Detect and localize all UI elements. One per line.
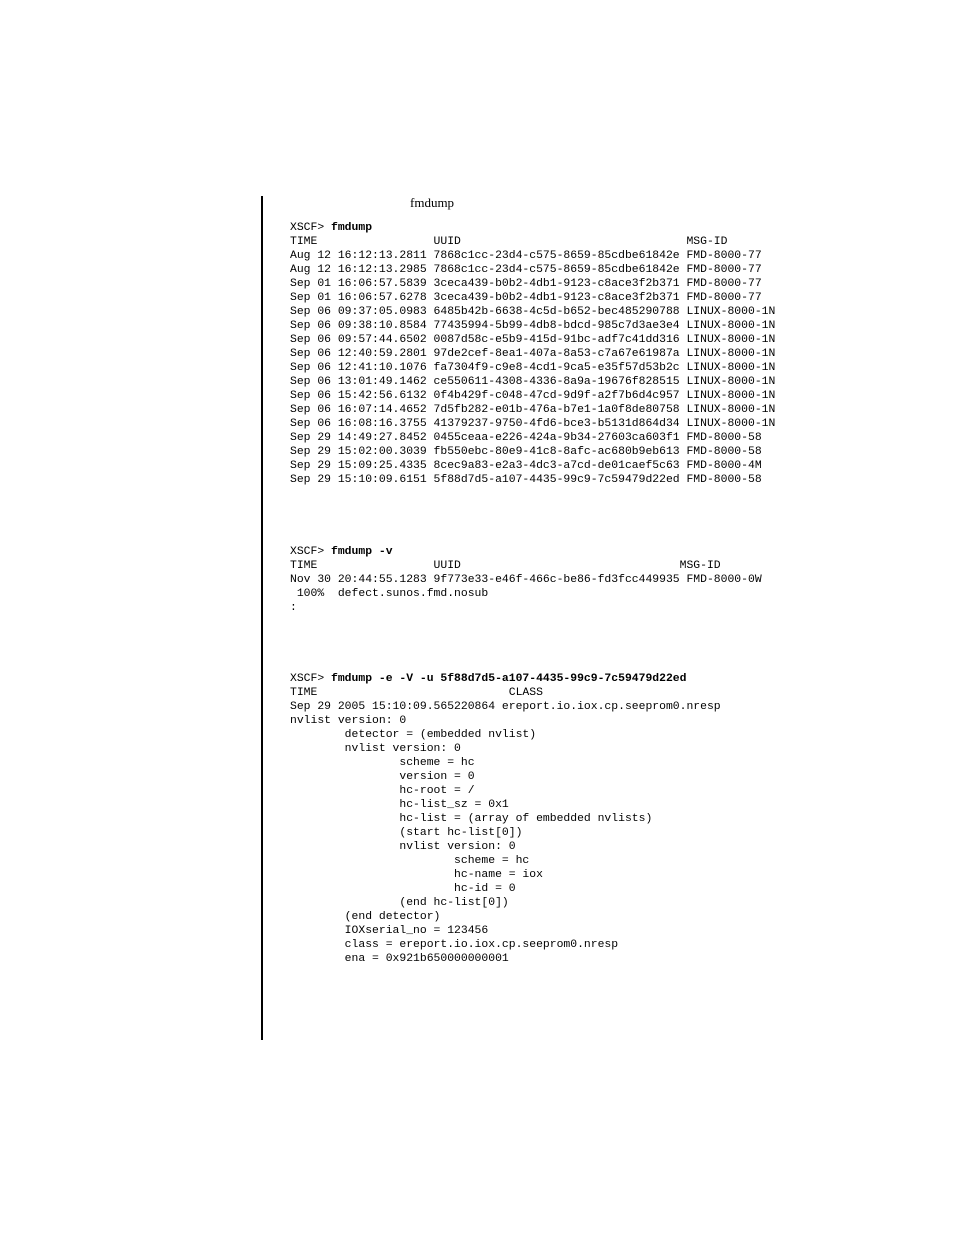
output-line: Sep 06 15:42:56.6132 0f4b429f-c048-47cd-9d9f-a2f7b6d4c957 LINUX-8000-1N [290,390,776,402]
output-line: hc-list_sz = 0x1 [290,799,509,811]
output-line: Sep 29 15:09:25.4335 8cec9a83-e2a3-4dc3-a7cd-de01caef5c63 FMD-8000-4M [290,460,762,472]
output-line: : [290,602,297,614]
output-line: Sep 06 16:07:14.4652 7d5fb282-e01b-476a-b7e1-1a0f8de80758 LINUX-8000-1N [290,404,776,416]
output-line: (end hc-list[0]) [290,897,509,909]
output-line: (start hc-list[0]) [290,827,523,839]
output-line: Sep 06 09:57:44.6502 0087d58c-e5b9-415d-91bc-adf7c41dd316 LINUX-8000-1N [290,334,776,346]
shell-prompt: XSCF> [290,222,332,234]
output-line: Sep 06 12:41:10.1076 fa7304f9-c9e8-4cd1-9ca5-e35f57d53b2c LINUX-8000-1N [290,362,776,374]
command-line [290,545,762,559]
output-line: Sep 06 16:08:16.3755 41379237-9750-4fd6-bce3-b5131d864d34 LINUX-8000-1N [290,418,776,430]
output-line: TIME CLASS [290,687,543,699]
output-line: Aug 12 16:12:13.2811 7868c1cc-23d4-c575-8659-85cdbe61842e FMD-8000-77 [290,250,762,262]
output-line: Sep 06 13:01:49.1462 ce550611-4308-4336-8a9a-19676f828515 LINUX-8000-1N [290,376,776,388]
output-line: Nov 30 20:44:55.1283 9f773e33-e46f-466c-be86-fd3fcc449935 FMD-8000-0W [290,574,762,586]
output-line: hc-id = 0 [290,883,516,895]
command-line [290,221,775,235]
output-line: Sep 06 09:37:05.0983 6485b42b-6638-4c5d-b652-bec485290788 LINUX-8000-1N [290,306,776,318]
output-line: Sep 01 16:06:57.6278 3ceca439-b0b2-4db1-9123-c8ace3f2b371 FMD-8000-77 [290,292,762,304]
output-line: class = ereport.io.iox.cp.seeprom0.nresp [290,939,619,951]
command-text: fmdump [331,222,373,234]
output-line: version = 0 [290,771,475,783]
output-line: Sep 29 15:10:09.6151 5f88d7d5-a107-4435-99c9-7c59479d22ed FMD-8000-58 [290,474,762,486]
output-line: hc-list = (array of embedded nvlists) [290,813,653,825]
output-line: Sep 29 14:49:27.8452 0455ceaa-e226-424a-9b34-27603ca603f1 FMD-8000-58 [290,432,762,444]
command-line [290,672,721,686]
output-line: Sep 01 16:06:57.5839 3ceca439-b0b2-4db1-9123-c8ace3f2b371 FMD-8000-77 [290,278,762,290]
output-line: Sep 06 09:38:10.8584 77435994-5b99-4db8-bdcd-985c7d3ae3e4 LINUX-8000-1N [290,320,776,332]
output-line: Sep 06 12:40:59.2801 97de2cef-8ea1-407a-8a53-c7a67e61987a LINUX-8000-1N [290,348,776,360]
output-line: Aug 12 16:12:13.2985 7868c1cc-23d4-c575-8659-85cdbe61842e FMD-8000-77 [290,264,762,276]
output-line: hc-name = iox [290,869,543,881]
code-block-fmdump-v [290,545,762,615]
output-line: (end detector) [290,911,441,923]
command-text: fmdump -v [331,546,393,558]
output-line: scheme = hc [290,855,530,867]
code-block-fmdump [290,221,775,487]
output-line: scheme = hc [290,757,475,769]
code-block-fmdump-e-v-u [290,672,721,966]
shell-prompt: XSCF> [290,673,332,685]
output-line: nvlist version: 0 [290,841,516,853]
output-line: TIME UUID MSG-ID [290,236,728,248]
output-line: nvlist version: 0 [290,743,461,755]
output-line: Sep 29 15:02:00.3039 fb550ebc-80e9-41c8-8afc-ac680b9eb613 FMD-8000-58 [290,446,762,458]
command-text: fmdump -e -V -u 5f88d7d5-a107-4435-99c9-7c59479d22ed [331,673,687,685]
output-line: nvlist version: 0 [290,715,407,727]
output-line: Sep 29 2005 15:10:09.565220864 ereport.io.iox.cp.seeprom0.nresp [290,701,721,713]
output-line: hc-root = / [290,785,475,797]
running-head: fmdump [410,195,455,210]
output-line: detector = (embedded nvlist) [290,729,537,741]
shell-prompt: XSCF> [290,546,332,558]
output-line: TIME UUID MSG-ID [290,560,721,572]
output-line: ena = 0x921b650000000001 [290,953,509,965]
output-line: 100% defect.sunos.fmd.nosub [290,588,489,600]
margin-change-bar [261,196,263,1040]
output-line: IOXserial_no = 123456 [290,925,489,937]
